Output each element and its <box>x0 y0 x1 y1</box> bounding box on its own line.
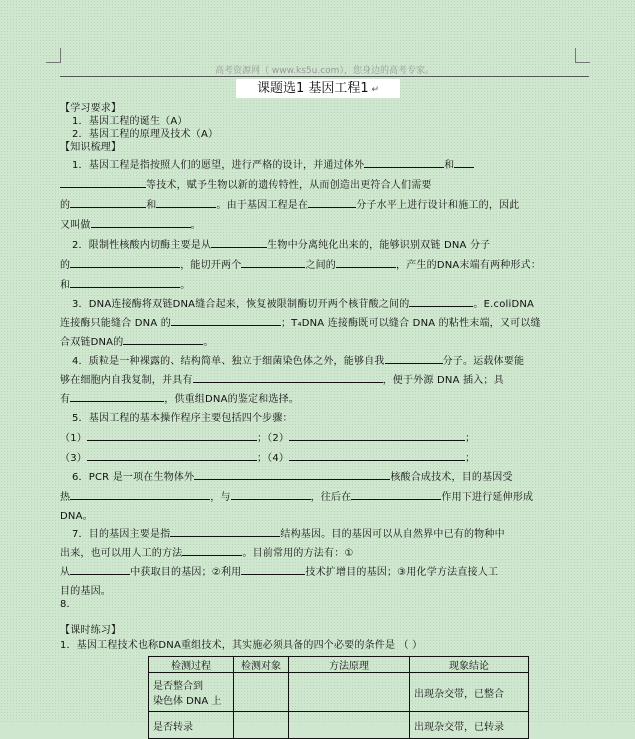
table-header: 方法原理 <box>289 657 410 673</box>
table-cell: 是否整合到 染色体 DNA 上 <box>149 673 234 712</box>
question-1: 1．基因工程是指按照人们的愿望，进行严格的设计，并通过体外 和 <box>72 156 474 171</box>
question-3: 连接酶只能缝合 DNA 的 ；T₄DNA 连接酶既可以缝合 DNA 的粘性末端，又可以缝 <box>60 318 541 329</box>
question-6: DNA。 <box>60 511 93 522</box>
page-header: 高考资源网（ www.ks5u.com），您身边的高考专家。 <box>215 66 434 76</box>
question-5: （1） ；（2） ； <box>60 433 476 444</box>
table-cell: 是否转录 <box>149 712 234 739</box>
question-7: 7．目的基因主要是指 结构基因。目的基因可以从自然界中已有的物种中 <box>72 529 505 540</box>
question-1: 的 和 。由于基因工程是在 分子水平上进行设计和施工的，因此 <box>60 200 520 211</box>
table-cell <box>289 712 410 739</box>
table-cell <box>234 673 289 712</box>
question-7: 出来，也可以用人工的方法 。目前常用的方法有：① <box>60 548 354 559</box>
table-header-row <box>149 657 529 673</box>
question-1: 等技术，赋予生物以新的遗传特性，从而创造出更符合人们需要 <box>60 176 432 191</box>
table-row <box>149 673 529 712</box>
table-header: 现象结论 <box>410 657 529 673</box>
question-6: 6．PCR 是一项在生物体外 核酸合成技术，目的基因受 <box>72 472 513 483</box>
question-5: （3） ；（4） ； <box>60 453 476 464</box>
crop-mark-top-left <box>46 48 61 63</box>
question-2: 和 。 <box>60 280 191 291</box>
question-1: 又叫做 。 <box>60 220 201 231</box>
list-item: 2．基因工程的原理及技术（A） <box>72 129 219 140</box>
document-title <box>236 79 400 98</box>
table-header: 检测对象 <box>234 657 289 673</box>
section-heading: 【知识梳理】 <box>60 142 122 153</box>
question-7: 目的基因。 <box>60 586 111 597</box>
list-item: 1．基因工程的诞生（A） <box>72 116 188 127</box>
question-4: 4．质粒是一种裸露的、结构简单、独立于细菌染色体之外，能够自我 分子。运载体要能 <box>72 356 525 367</box>
question-6: 热 ，与 ，往后在 作用下进行延伸形成 <box>60 492 534 503</box>
table-header: 检测过程 <box>149 657 234 673</box>
table-cell <box>234 712 289 739</box>
practice-question-1: 1．基因工程技术也称DNA重组技术，其实施必须具备的四个必要的条件是 （ ） <box>60 640 423 651</box>
table-cell <box>289 673 410 712</box>
section-heading: 【课时练习】 <box>60 625 122 636</box>
question-2: 的 ，能切开两个 之间的 ，产生的DNA末端有两种形式： <box>60 260 542 271</box>
question-2: 2．限制性核酸内切酶主要是从 生物中分离纯化出来的，能够识别双链 DNA 分子 <box>72 240 491 251</box>
title-text: 课题选1 基因工程1 <box>256 81 369 96</box>
question-8: 8． <box>60 599 77 610</box>
question-7: 从 中获取目的基因；②利用 技术扩增目的基因；③用化学方法直接人工 <box>60 567 499 578</box>
section-heading: 【学习要求】 <box>60 103 122 114</box>
question-3: 3．DNA连接酶将双链DNA缝合起来，恢复被限制酶切开两个核苷酸之间的 。E.coliDNA <box>72 299 535 310</box>
detection-table <box>148 656 529 739</box>
question-5: 5．基因工程的基本操作程序主要包括四个步骤： <box>72 413 293 424</box>
table-cell: 出现杂交带，已转录 <box>410 712 529 739</box>
table-row <box>149 712 529 739</box>
table-cell: 出现杂交带，已整合 <box>410 673 529 712</box>
question-4: 有 ，供重组DNA的鉴定和选择。 <box>60 394 300 405</box>
paragraph-mark-icon: ↵ <box>368 85 380 95</box>
header-rule <box>60 76 589 77</box>
question-4: 够在细胞内自我复制，并具有 ，便于外源 DNA 插入；具 <box>60 375 504 386</box>
question-3: 合双链DNA的 。 <box>60 337 214 348</box>
crop-mark-top-right <box>575 48 590 63</box>
